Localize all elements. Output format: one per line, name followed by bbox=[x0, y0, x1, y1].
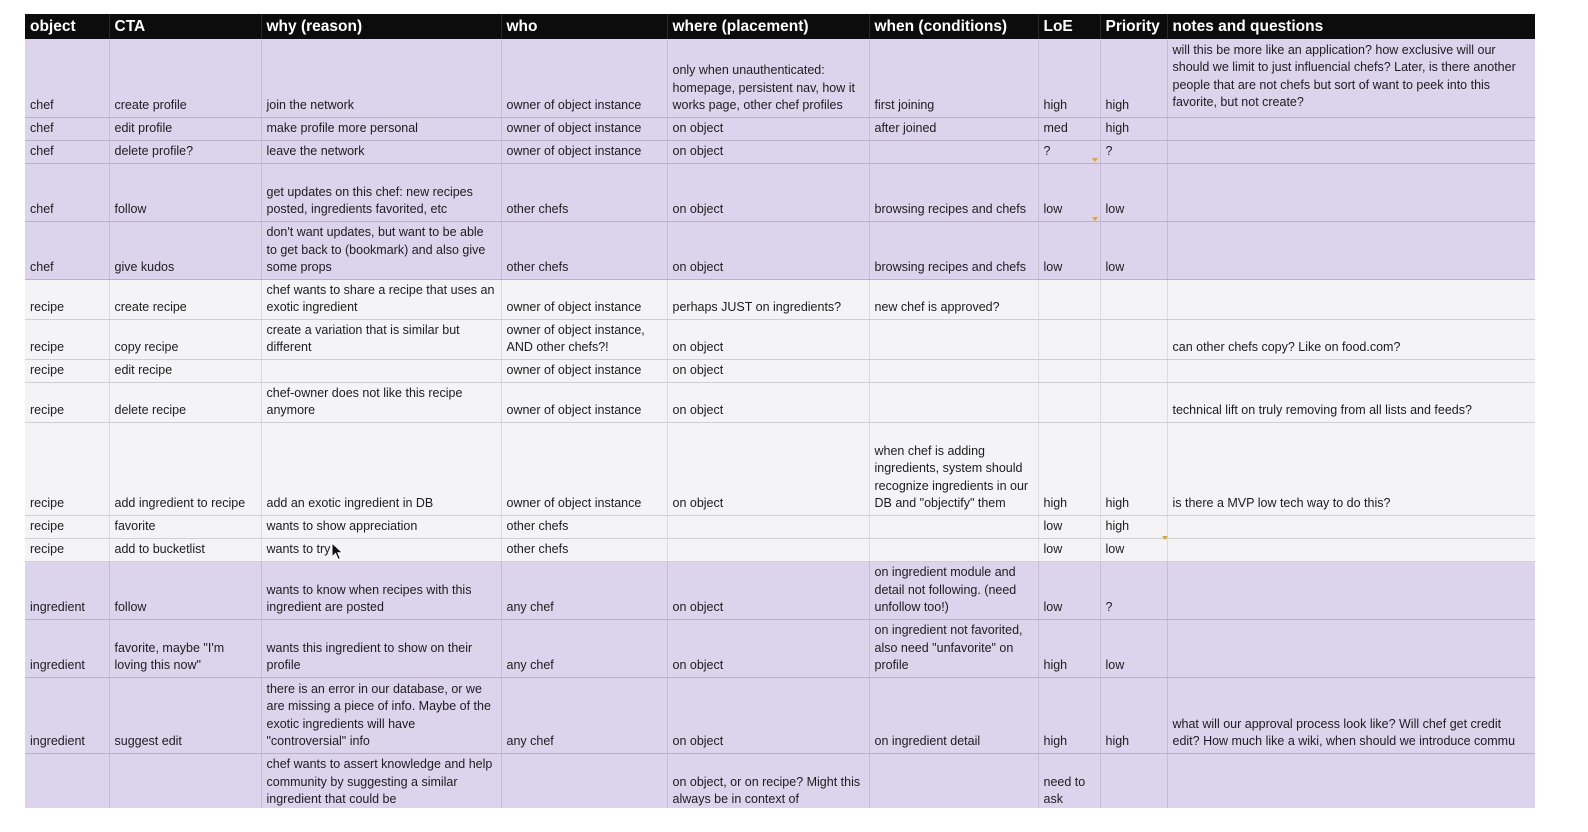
cell-loe[interactable]: need to ask bbox=[1038, 753, 1100, 808]
cell-object[interactable]: ingredient bbox=[25, 619, 109, 677]
cell-who[interactable] bbox=[501, 753, 667, 808]
cell-cta[interactable]: edit profile bbox=[109, 117, 261, 140]
cell-why[interactable]: add an exotic ingredient in DB bbox=[261, 422, 501, 515]
cell-when[interactable]: on ingredient module and detail not following. (need unfollow too!) bbox=[869, 561, 1038, 619]
cell-object[interactable]: recipe bbox=[25, 319, 109, 359]
column-header-cta[interactable]: CTA bbox=[109, 14, 261, 39]
cell-loe[interactable]: ? bbox=[1038, 140, 1100, 163]
cell-who[interactable]: other chefs bbox=[501, 221, 667, 279]
cell-where[interactable]: perhaps JUST on ingredients? bbox=[667, 279, 869, 319]
cell-why[interactable]: wants this ingredient to show on their profile bbox=[261, 619, 501, 677]
cell-why[interactable]: chef-owner does not like this recipe anymore bbox=[261, 382, 501, 422]
cell-priority[interactable]: high bbox=[1100, 515, 1167, 538]
column-header-why[interactable]: why (reason) bbox=[261, 14, 501, 39]
table-row[interactable] bbox=[25, 422, 1535, 515]
cell-who[interactable]: owner of object instance bbox=[501, 382, 667, 422]
cell-when[interactable]: browsing recipes and chefs bbox=[869, 221, 1038, 279]
table-row[interactable] bbox=[25, 515, 1535, 538]
cell-priority[interactable]: low bbox=[1100, 619, 1167, 677]
cell-who[interactable]: other chefs bbox=[501, 538, 667, 561]
cell-object[interactable]: ingredient bbox=[25, 677, 109, 753]
cell-when[interactable] bbox=[869, 753, 1038, 808]
cell-when[interactable] bbox=[869, 538, 1038, 561]
cell-why[interactable]: chef wants to assert knowledge and help community by suggesting a similar ingredient that could be bbox=[261, 753, 501, 808]
column-header-object[interactable]: object bbox=[25, 14, 109, 39]
cell-priority[interactable]: low bbox=[1100, 538, 1167, 561]
cell-where[interactable]: on object bbox=[667, 140, 869, 163]
cell-cta[interactable]: add ingredient to recipe bbox=[109, 422, 261, 515]
table-row[interactable] bbox=[25, 163, 1535, 221]
cell-loe[interactable]: low bbox=[1038, 163, 1100, 221]
cell-who[interactable]: any chef bbox=[501, 619, 667, 677]
cell-where[interactable]: on object bbox=[667, 422, 869, 515]
cell-who[interactable]: owner of object instance, AND other chefs?! bbox=[501, 319, 667, 359]
cell-notes[interactable] bbox=[1167, 538, 1535, 561]
cell-when[interactable]: when chef is adding ingredients, system should recognize ingredients in our DB and "objectify" them bbox=[869, 422, 1038, 515]
cell-who[interactable]: any chef bbox=[501, 677, 667, 753]
cell-who[interactable]: other chefs bbox=[501, 163, 667, 221]
cell-object[interactable]: recipe bbox=[25, 538, 109, 561]
cell-loe[interactable]: high bbox=[1038, 422, 1100, 515]
comment-marker-icon[interactable] bbox=[1092, 217, 1098, 221]
table-row[interactable] bbox=[25, 619, 1535, 677]
column-header-priority[interactable]: Priority bbox=[1100, 14, 1167, 39]
cell-loe[interactable]: high bbox=[1038, 39, 1100, 117]
cell-object[interactable]: recipe bbox=[25, 422, 109, 515]
cell-cta[interactable]: favorite, maybe "I'm loving this now" bbox=[109, 619, 261, 677]
cell-priority[interactable]: high bbox=[1100, 677, 1167, 753]
cell-priority[interactable] bbox=[1100, 319, 1167, 359]
cell-where[interactable]: on object bbox=[667, 359, 869, 382]
cell-notes[interactable]: can other chefs copy? Like on food.com? bbox=[1167, 319, 1535, 359]
cell-priority[interactable]: low bbox=[1100, 163, 1167, 221]
cell-who[interactable]: owner of object instance bbox=[501, 359, 667, 382]
cell-notes[interactable] bbox=[1167, 561, 1535, 619]
cell-when[interactable] bbox=[869, 382, 1038, 422]
cell-object[interactable]: chef bbox=[25, 39, 109, 117]
cell-loe[interactable]: med bbox=[1038, 117, 1100, 140]
cell-why[interactable]: wants to know when recipes with this ingredient are posted bbox=[261, 561, 501, 619]
table-row[interactable] bbox=[25, 221, 1535, 279]
table-row[interactable] bbox=[25, 279, 1535, 319]
table-row[interactable] bbox=[25, 538, 1535, 561]
cell-notes[interactable] bbox=[1167, 515, 1535, 538]
cell-why[interactable]: get updates on this chef: new recipes posted, ingredients favorited, etc bbox=[261, 163, 501, 221]
cell-where[interactable]: on object bbox=[667, 619, 869, 677]
cell-loe[interactable]: low bbox=[1038, 538, 1100, 561]
mouse-pointer-icon bbox=[331, 542, 345, 562]
cell-priority[interactable] bbox=[1100, 753, 1167, 808]
cell-why[interactable]: wants to show appreciation bbox=[261, 515, 501, 538]
cell-notes[interactable] bbox=[1167, 163, 1535, 221]
cell-why[interactable]: don't want updates, but want to be able to get back to (bookmark) and also give some props bbox=[261, 221, 501, 279]
cell-why[interactable]: leave the network bbox=[261, 140, 501, 163]
cell-loe[interactable] bbox=[1038, 319, 1100, 359]
table-row[interactable] bbox=[25, 319, 1535, 359]
cell-object[interactable]: recipe bbox=[25, 382, 109, 422]
cell-why[interactable]: make profile more personal bbox=[261, 117, 501, 140]
cell-who[interactable]: owner of object instance bbox=[501, 117, 667, 140]
cell-priority[interactable]: low bbox=[1100, 221, 1167, 279]
cell-where[interactable]: on object bbox=[667, 221, 869, 279]
cell-priority[interactable]: ? bbox=[1100, 561, 1167, 619]
cell-when[interactable]: browsing recipes and chefs bbox=[869, 163, 1038, 221]
cell-priority[interactable] bbox=[1100, 382, 1167, 422]
cell-notes[interactable]: will this be more like an application? how exclusive will our should we limit to just influencial chefs? Later, is there another people that are not chefs but sort of want to peek into this favorite, but not create? bbox=[1167, 39, 1535, 117]
cell-cta[interactable]: delete recipe bbox=[109, 382, 261, 422]
cell-notes[interactable] bbox=[1167, 619, 1535, 677]
cell-why[interactable]: wants to try bbox=[261, 538, 501, 561]
cell-notes[interactable] bbox=[1167, 753, 1535, 808]
cell-when[interactable] bbox=[869, 359, 1038, 382]
column-header-when[interactable]: when (conditions) bbox=[869, 14, 1038, 39]
cell-why[interactable] bbox=[261, 359, 501, 382]
cell-notes[interactable] bbox=[1167, 279, 1535, 319]
cell-where[interactable]: on object bbox=[667, 677, 869, 753]
cell-cta[interactable] bbox=[109, 753, 261, 808]
table-row[interactable] bbox=[25, 753, 1535, 808]
table-row[interactable] bbox=[25, 677, 1535, 753]
cell-cta[interactable]: copy recipe bbox=[109, 319, 261, 359]
table-row[interactable] bbox=[25, 140, 1535, 163]
cell-where[interactable]: on object bbox=[667, 319, 869, 359]
cell-when[interactable] bbox=[869, 515, 1038, 538]
cell-object[interactable]: ingredient bbox=[25, 561, 109, 619]
cell-who[interactable]: any chef bbox=[501, 561, 667, 619]
spreadsheet-viewport[interactable] bbox=[25, 14, 1535, 808]
cell-when[interactable]: new chef is approved? bbox=[869, 279, 1038, 319]
cell-why[interactable]: create a variation that is similar but different bbox=[261, 319, 501, 359]
cell-where[interactable]: on object, or on recipe? Might this always be in context of bbox=[667, 753, 869, 808]
cell-who[interactable]: owner of object instance bbox=[501, 140, 667, 163]
cell-when[interactable]: after joined bbox=[869, 117, 1038, 140]
cell-loe[interactable]: high bbox=[1038, 677, 1100, 753]
cell-where[interactable]: on object bbox=[667, 117, 869, 140]
cell-cta[interactable]: follow bbox=[109, 561, 261, 619]
cell-notes[interactable]: is there a MVP low tech way to do this? bbox=[1167, 422, 1535, 515]
cell-object[interactable]: chef bbox=[25, 163, 109, 221]
cell-where[interactable] bbox=[667, 538, 869, 561]
table-row[interactable] bbox=[25, 359, 1535, 382]
header-row bbox=[25, 14, 1535, 39]
cell-when[interactable] bbox=[869, 140, 1038, 163]
column-header-where[interactable]: where (placement) bbox=[667, 14, 869, 39]
cell-why[interactable]: join the network bbox=[261, 39, 501, 117]
cell-cta[interactable]: give kudos bbox=[109, 221, 261, 279]
cell-when[interactable]: first joining bbox=[869, 39, 1038, 117]
cell-object[interactable]: recipe bbox=[25, 515, 109, 538]
cell-notes[interactable] bbox=[1167, 140, 1535, 163]
cell-when[interactable]: on ingredient not favorited, also need "unfavorite" on profile bbox=[869, 619, 1038, 677]
comment-marker-icon[interactable] bbox=[1092, 158, 1098, 162]
cell-loe[interactable]: low bbox=[1038, 561, 1100, 619]
cell-loe[interactable] bbox=[1038, 279, 1100, 319]
cell-loe[interactable] bbox=[1038, 359, 1100, 382]
cell-notes[interactable]: what will our approval process look like? Will chef get credit edit? How much like a wiki, when should we introduce commu bbox=[1167, 677, 1535, 753]
cell-priority[interactable]: high bbox=[1100, 39, 1167, 117]
cell-who[interactable]: owner of object instance bbox=[501, 422, 667, 515]
cell-loe[interactable] bbox=[1038, 382, 1100, 422]
table-row[interactable] bbox=[25, 382, 1535, 422]
cell-priority[interactable]: ? bbox=[1100, 140, 1167, 163]
cell-object[interactable]: recipe bbox=[25, 279, 109, 319]
cell-object[interactable]: recipe bbox=[25, 359, 109, 382]
cell-object[interactable]: chef bbox=[25, 140, 109, 163]
cell-priority[interactable]: high bbox=[1100, 117, 1167, 140]
cell-object[interactable] bbox=[25, 753, 109, 808]
cell-object[interactable]: chef bbox=[25, 117, 109, 140]
cell-when[interactable]: on ingredient detail bbox=[869, 677, 1038, 753]
cell-why[interactable]: chef wants to share a recipe that uses an exotic ingredient bbox=[261, 279, 501, 319]
cell-cta[interactable]: add to bucketlist bbox=[109, 538, 261, 561]
cell-priority[interactable] bbox=[1100, 279, 1167, 319]
cell-where[interactable]: on object bbox=[667, 163, 869, 221]
cell-where[interactable]: on object bbox=[667, 561, 869, 619]
cell-where[interactable] bbox=[667, 515, 869, 538]
column-header-who[interactable]: who bbox=[501, 14, 667, 39]
cell-object[interactable]: chef bbox=[25, 221, 109, 279]
cell-notes[interactable]: technical lift on truly removing from all lists and feeds? bbox=[1167, 382, 1535, 422]
cell-cta[interactable]: edit recipe bbox=[109, 359, 261, 382]
cell-where[interactable]: on object bbox=[667, 382, 869, 422]
cell-cta[interactable]: suggest edit bbox=[109, 677, 261, 753]
cell-loe[interactable]: low bbox=[1038, 221, 1100, 279]
cell-why[interactable]: there is an error in our database, or we are missing a piece of info. Maybe of the exotic ingredients will have "controversial" info bbox=[261, 677, 501, 753]
column-header-notes[interactable]: notes and questions bbox=[1167, 14, 1535, 39]
cell-who[interactable]: other chefs bbox=[501, 515, 667, 538]
cell-who[interactable]: owner of object instance bbox=[501, 39, 667, 117]
cell-loe[interactable]: high bbox=[1038, 619, 1100, 677]
cell-loe[interactable]: low bbox=[1038, 515, 1100, 538]
comment-marker-icon[interactable] bbox=[1162, 536, 1168, 540]
cell-cta[interactable]: favorite bbox=[109, 515, 261, 538]
cell-notes[interactable] bbox=[1167, 117, 1535, 140]
cell-notes[interactable] bbox=[1167, 359, 1535, 382]
cell-where[interactable]: only when unauthenticated: homepage, persistent nav, how it works page, other chef profiles bbox=[667, 39, 869, 117]
table-row[interactable] bbox=[25, 39, 1535, 117]
table-row[interactable] bbox=[25, 561, 1535, 619]
cta-matrix-table bbox=[25, 14, 1535, 808]
cell-cta[interactable]: follow bbox=[109, 163, 261, 221]
cell-cta[interactable]: create recipe bbox=[109, 279, 261, 319]
cell-cta[interactable]: delete profile? bbox=[109, 140, 261, 163]
cell-who[interactable]: owner of object instance bbox=[501, 279, 667, 319]
cell-notes[interactable] bbox=[1167, 221, 1535, 279]
cell-priority[interactable]: high bbox=[1100, 422, 1167, 515]
cell-when[interactable] bbox=[869, 319, 1038, 359]
column-header-loe[interactable]: LoE bbox=[1038, 14, 1100, 39]
table-row[interactable] bbox=[25, 117, 1535, 140]
cell-cta[interactable]: create profile bbox=[109, 39, 261, 117]
cell-priority[interactable] bbox=[1100, 359, 1167, 382]
